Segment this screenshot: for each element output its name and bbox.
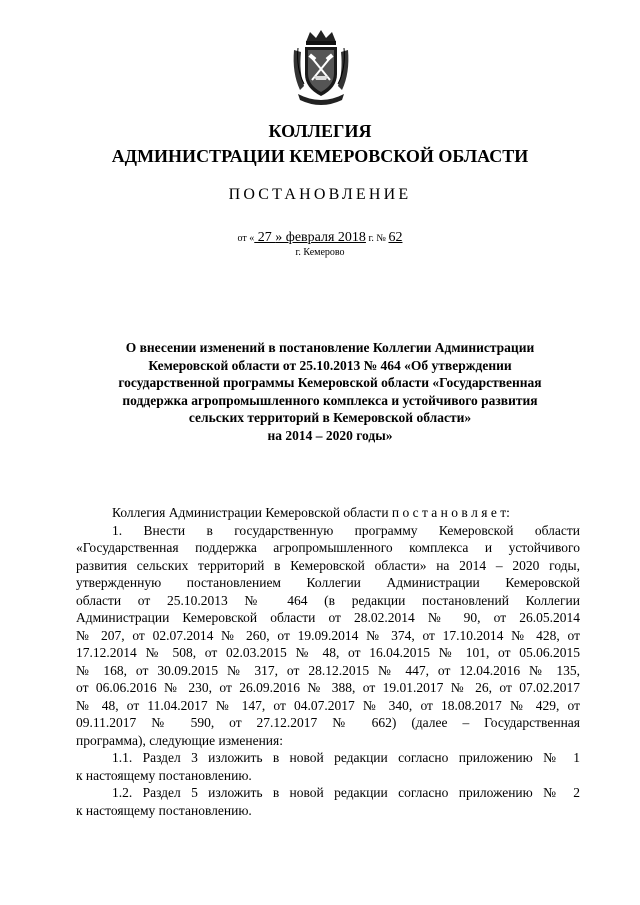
item1-line: Администрации Кемеровской области от 28.02.2014 № 90, от 26.05.2014 [76, 610, 580, 625]
item1-line: 1. Внести в государственную программу Кемеровской области [112, 522, 580, 538]
date-month-year: » февраля 2018 [275, 230, 366, 245]
organization-name: КОЛЛЕГИЯ [268, 121, 372, 141]
document-type: ПОСТАНОВЛЕНИЕ [228, 186, 412, 203]
document-body [76, 504, 580, 819]
number-prefix: № [376, 233, 389, 244]
document-date-line [0, 229, 640, 246]
city-name: г. Кемерово [295, 247, 345, 258]
item1-line: 09.11.2017 № 590, от 27.12.2017 № 662) (далее – Государственная [76, 715, 580, 730]
date-prefix: от « [237, 233, 255, 244]
item1-line: программа), следующие изменения: [76, 732, 283, 748]
document-title [80, 339, 580, 445]
coat-of-arms-icon [290, 28, 352, 108]
body-intro: Коллегия Администрации Кемеровской области п о с т а н о в л я е т: [112, 505, 510, 520]
item1-line: развития сельских территорий в Кемеровской области» на 2014 – 2020 годы, [76, 557, 580, 573]
item1-line: «Государственная поддержка агропромышленного комплекса и устойчивого [76, 540, 580, 555]
item1-line: № 168, от 30.09.2015 № 317, от 28.12.2015 № 447, от 12.04.2016 № 135, [76, 662, 580, 678]
title-line: поддержка агропромышленного комплекса и устойчивого развития [122, 392, 538, 408]
item1-2-line: 1.2. Раздел 5 изложить в новой редакции согласно приложению № 2 [112, 785, 580, 800]
title-line: сельских территорий в Кемеровской области» [188, 410, 472, 426]
organization-name-line2: АДМИНИСТРАЦИИ КЕМЕРОВСКОЙ ОБЛАСТИ [111, 146, 529, 166]
item1-1-line: 1.1. Раздел 3 изложить в новой редакции согласно приложению № 1 [112, 750, 580, 765]
item1-line: утвержденную постановлением Коллегии Администрации Кемеровской [76, 575, 580, 590]
item1-line: от 06.06.2016 № 230, от 26.09.2016 № 388, от 19.01.2017 № 26, от 07.02.2017 [76, 680, 580, 695]
item1-1-line: к настоящему постановлению. [76, 767, 252, 783]
date-year-suffix: г. [365, 233, 377, 244]
title-line: Кемеровской области от 25.10.2013 № 464 «Об утверждении [148, 357, 512, 373]
date-day: 27 [254, 230, 276, 245]
title-line: на 2014 – 2020 годы» [267, 427, 393, 443]
item1-line: области от 25.10.2013 № 464 (в редакции постановлений Коллегии [76, 592, 580, 608]
item1-line: 17.12.2014 № 508, от 02.03.2015 № 48, от 16.04.2015 № 101, от 05.06.2015 [76, 645, 580, 660]
item1-2-line: к настоящему постановлению. [76, 802, 252, 818]
document-number: 62 [388, 230, 403, 245]
title-line: О внесении изменений в постановление Коллегии Администрации [125, 340, 535, 355]
item1-line: № 48, от 11.04.2017 № 147, от 04.07.2017 № 340, от 18.08.2017 № 429, от [76, 697, 580, 713]
item1-line: № 207, от 02.07.2014 № 260, от 19.09.2014 № 374, от 17.10.2014 № 428, от [76, 627, 580, 643]
title-line: государственной программы Кемеровской области «Государственная [118, 375, 542, 391]
